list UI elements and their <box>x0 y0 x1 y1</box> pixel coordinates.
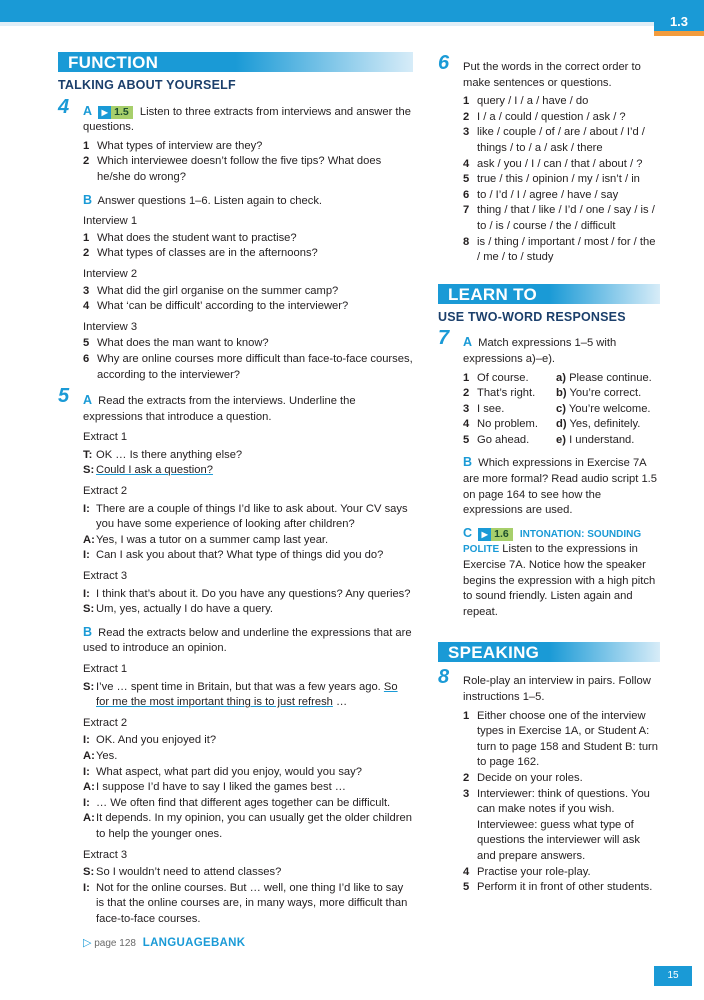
instruction: Listen to the expressions in Exercise 7A. Notice how the speaker begins the expression with a high pitch to sound friendly. Listen again and repeat. <box>463 543 656 618</box>
part-letter: A <box>463 335 473 350</box>
list-item <box>463 94 660 110</box>
language-bank-link[interactable] <box>83 936 413 952</box>
dialogue-line <box>83 765 413 781</box>
extract-label: Extract 3 <box>83 848 128 861</box>
speaker: A: <box>83 781 95 794</box>
extracts-b <box>83 662 413 928</box>
page-number: 15 <box>654 966 692 986</box>
learn-heading: LEARN TO <box>438 284 660 304</box>
item-text: No problem. <box>477 418 538 431</box>
exercise-number: 7 <box>438 327 450 350</box>
item-number: 2 <box>463 110 470 123</box>
line-text: Not for the online courses. But … well, one thing I’d like to say is that the online courses are, in many ways, more difficult than face-to-face courses. <box>96 881 408 925</box>
function-heading: FUNCTION <box>58 52 413 72</box>
item-number: 4 <box>463 157 470 170</box>
function-subheading: TALKING ABOUT YOURSELF <box>58 78 236 92</box>
match-option <box>556 433 660 449</box>
exercise-number: 4 <box>58 95 70 118</box>
item-text: true / this / opinion / my / isn’t / in <box>477 173 640 186</box>
item-number: 1 <box>463 371 470 384</box>
item-number: 2 <box>463 771 470 784</box>
dialogue <box>83 587 413 618</box>
item-text: That’s right. <box>477 387 536 400</box>
option-key: e) <box>556 433 566 446</box>
item-text: What does the man want to know? <box>97 337 269 350</box>
extract-label: Extract 1 <box>83 431 128 444</box>
unit-label: 1.3 <box>669 14 689 29</box>
instruction: Read the extracts from the interviews. Underline the expressions that introduce a question. <box>83 395 356 423</box>
dialogue-line <box>83 749 413 765</box>
play-icon[interactable]: ▶ <box>478 528 491 541</box>
item-text: Which interviewee doesn’t follow the five tips? What does he/she do wrong? <box>97 155 382 183</box>
item-number: 2 <box>463 387 470 400</box>
exercise-4 <box>58 95 413 384</box>
list-item <box>463 203 660 234</box>
learn-subheading: USE TWO-WORD RESPONSES <box>438 309 626 324</box>
option-text: I understand. <box>569 433 635 446</box>
item-number: 6 <box>83 352 90 365</box>
line-text: I think that’s about it. Do you have any questions? Any queries? <box>96 587 411 600</box>
exercise-number: 6 <box>438 52 450 74</box>
triangle-icon: ▷ <box>83 936 92 949</box>
item-number: 2 <box>83 247 90 260</box>
roleplay-steps <box>463 709 660 896</box>
line-text: Yes. <box>96 749 118 762</box>
list-item <box>83 336 413 352</box>
item-text: query / I / a / have / do <box>477 95 589 108</box>
extract-label: Extract 2 <box>83 485 128 498</box>
speaker: A: <box>83 533 95 546</box>
speaker: I: <box>83 881 90 894</box>
dialogue-line <box>83 881 413 928</box>
dialogue <box>83 865 413 927</box>
dialogue-line <box>83 533 413 549</box>
question-list <box>83 231 413 262</box>
item-text: What types of classes are in the afternoons? <box>97 247 318 260</box>
item-text: Practise your role-play. <box>477 865 591 878</box>
instruction: Put the words in the correct order to make sentences or questions. <box>463 61 641 89</box>
line-text: Can I ask you about that? What type of things did you do? <box>96 549 384 562</box>
dialogue <box>83 448 413 479</box>
right-column <box>438 52 660 902</box>
speaker: S: <box>83 464 95 477</box>
exercise-5 <box>58 385 413 951</box>
match-option <box>556 402 660 418</box>
part-letter: B <box>463 455 473 470</box>
list-item <box>83 352 413 383</box>
list-item <box>463 433 556 449</box>
item-number: 2 <box>83 155 90 168</box>
list-item <box>83 284 413 300</box>
item-text: What does the student want to practise? <box>97 231 297 244</box>
line-text: I suppose I’d have to say I liked the games best … <box>96 781 346 794</box>
exercise-number: 5 <box>58 385 70 408</box>
item-text: thing / that / like / I’d / one / say / is / to / is / course / the / difficult <box>477 204 655 232</box>
item-text: What did the girl organise on the summer camp? <box>97 284 339 297</box>
dialogue-line <box>83 602 413 618</box>
item-text: What types of interview are they? <box>97 139 263 152</box>
line-text: I’ve … spent time in Britain, but that was a few years ago. <box>96 680 384 693</box>
list-item <box>463 417 556 433</box>
item-text: I see. <box>477 402 505 415</box>
speaker: I: <box>83 587 90 600</box>
item-text: What ‘can be difficult’ according to the interviewer? <box>97 300 349 313</box>
line-text: There are a couple of things I’d like to ask about. Your CV says you have some experience of looking after children? <box>96 502 408 531</box>
speaking-heading: SPEAKING <box>438 642 660 662</box>
list-item <box>463 386 556 402</box>
interview-groups <box>83 214 413 383</box>
dialogue <box>83 502 413 564</box>
item-number: 5 <box>463 881 470 894</box>
list-item <box>463 110 660 126</box>
item-number: 3 <box>463 402 470 415</box>
speaker: T: <box>83 448 93 461</box>
item-number: 8 <box>463 235 470 248</box>
item-text: Perform it in front of other students. <box>477 881 653 894</box>
item-text: Of course. <box>477 371 529 384</box>
instruction: Answer questions 1–6. Listen again to check. <box>97 194 323 207</box>
list-item <box>83 231 413 247</box>
option-text: You’re welcome. <box>568 402 651 415</box>
match-option <box>556 386 660 402</box>
speaker: I: <box>83 734 90 747</box>
item-number: 5 <box>463 433 470 446</box>
link-label: LANGUAGEBANK <box>142 936 246 949</box>
list-item <box>463 771 660 787</box>
top-strip <box>0 22 655 26</box>
underlined-expression: So for me the most important thing is to just refresh <box>96 680 398 709</box>
item-text: like / couple / of / are / about / I’d / things / to / a / ask / there <box>477 126 645 154</box>
line-text: Um, yes, actually I do have a query. <box>96 603 274 616</box>
dialogue-line <box>83 587 413 603</box>
exercise-8 <box>438 666 660 895</box>
list-item <box>463 188 660 204</box>
extract-label: Extract 3 <box>83 570 128 583</box>
instruction: Which expressions in Exercise 7A are more formal? Read audio script 1.5 on page 164 to see how the expressions are used. <box>463 457 658 517</box>
link-page: page 128 <box>94 937 136 949</box>
learn-section <box>438 284 660 621</box>
option-text: Yes, definitely. <box>569 418 641 431</box>
dialogue-line <box>83 811 413 842</box>
item-text: Either choose one of the interview types in Exercise 1A, or Student A: turn to page 158 and Student B: turn to page 162. <box>477 709 658 769</box>
item-number: 5 <box>463 173 470 186</box>
list-item <box>463 709 660 771</box>
item-number: 5 <box>83 337 90 350</box>
list-item <box>83 139 413 155</box>
list-item <box>463 235 660 266</box>
left-column <box>58 52 413 957</box>
instruction: Role-play an interview in pairs. Follow instructions 1–5. <box>463 675 651 703</box>
question-list <box>83 139 413 186</box>
line-text: It depends. In my opinion, you can usually get the older children to help the younger ones. <box>96 812 412 840</box>
item-text: is / thing / important / most / for / the / me / to / study <box>477 235 656 264</box>
item-number: 7 <box>463 204 470 217</box>
item-text: I / a / could / question / ask / ? <box>477 110 626 123</box>
item-text: to / I’d / I / agree / have / say <box>477 188 619 201</box>
extract-label: Extract 1 <box>83 663 128 675</box>
extract-label: Extract 2 <box>83 716 128 729</box>
dialogue-line <box>83 796 413 812</box>
speaker: I: <box>83 502 90 515</box>
dialogue-line <box>83 448 413 464</box>
interview-label: Interview 2 <box>83 267 138 280</box>
list-item <box>463 865 660 881</box>
line-text: OK … Is there anything else? <box>96 448 243 461</box>
exercise-6 <box>438 52 660 266</box>
item-number: 3 <box>83 284 90 297</box>
option-key: c) <box>556 402 566 415</box>
dialogue-line <box>83 733 413 749</box>
speaker: S: <box>83 866 95 879</box>
list-item <box>463 125 660 156</box>
interview-label: Interview 1 <box>83 215 138 228</box>
item-text: Interviewer: think of questions. You can make notes if you wish. Interviewee: guess what type of questions the interviewer will ask and prepare answers. <box>477 787 650 862</box>
match-option <box>556 417 660 433</box>
dialogue <box>83 680 413 711</box>
part-letter: A <box>83 393 93 408</box>
dialogue-line <box>83 865 413 881</box>
audio-track[interactable] <box>98 106 133 119</box>
dialogue-line <box>83 502 413 533</box>
item-number: 1 <box>463 709 470 722</box>
question-list <box>83 284 413 315</box>
speaker: I: <box>83 549 90 562</box>
audio-number: 1.5 <box>114 105 129 118</box>
part-letter: B <box>83 624 93 639</box>
interview-label: Interview 3 <box>83 320 138 333</box>
line-text: … We often find that different ages together can be difficult. <box>96 796 391 809</box>
instruction: Listen to three extracts from interviews and answer the questions. <box>83 105 411 134</box>
exercise-7 <box>438 327 660 620</box>
option-key: b) <box>556 387 567 400</box>
match-table <box>463 371 660 449</box>
list-item <box>463 172 660 188</box>
option-key: a) <box>556 371 566 384</box>
item-number: 3 <box>463 787 470 800</box>
unit-tab-accent <box>654 31 704 36</box>
match-option <box>556 371 660 387</box>
speaker: I: <box>83 765 90 778</box>
instruction: Match expressions 1–5 with expressions a)–e). <box>463 337 617 365</box>
top-bar <box>0 0 704 22</box>
unit-tab <box>654 0 704 36</box>
line-text: OK. And you enjoyed it? <box>96 734 217 747</box>
item-text: Why are online courses more difficult than face-to-face courses, according to the interviewer? <box>97 352 413 381</box>
match-left <box>463 371 556 449</box>
dialogue-line <box>83 680 413 711</box>
exercise-number: 8 <box>438 666 450 689</box>
list-item <box>83 299 413 315</box>
list-item <box>83 246 413 262</box>
dialogue-line <box>83 463 413 479</box>
extracts-a <box>83 430 413 618</box>
line-text: … <box>332 696 348 709</box>
part-letter: C <box>463 525 473 540</box>
item-number: 1 <box>83 139 90 152</box>
item-number: 3 <box>463 126 470 139</box>
speaker: S: <box>83 680 95 693</box>
list-item <box>463 880 660 896</box>
line-text: What aspect, what part did you enjoy, would you say? <box>96 765 362 778</box>
speaker: S: <box>83 603 95 616</box>
list-item <box>83 154 413 185</box>
list-item <box>463 371 556 387</box>
speaker: I: <box>83 796 90 809</box>
option-key: d) <box>556 418 567 431</box>
speaker: A: <box>83 749 95 762</box>
speaking-section <box>438 642 660 895</box>
play-icon[interactable]: ▶ <box>98 106 111 119</box>
item-text: Decide on your roles. <box>477 771 583 784</box>
list-item <box>463 157 660 173</box>
audio-number: 1.6 <box>494 527 509 540</box>
question-list <box>83 336 413 383</box>
underlined-expression: Could I ask a question? <box>96 464 213 477</box>
item-number: 1 <box>83 231 90 244</box>
line-text: So I wouldn’t need to attend classes? <box>96 866 282 879</box>
item-text: ask / you / I / can / that / about / ? <box>477 157 643 170</box>
intonation-focus: INTONATION: SOUNDING POLITE <box>463 528 642 556</box>
item-number: 4 <box>463 865 470 878</box>
item-text: Go ahead. <box>477 433 530 446</box>
item-number: 4 <box>463 418 470 431</box>
speaker: A: <box>83 812 95 825</box>
match-right <box>556 371 660 449</box>
instruction: Read the extracts below and underline the expressions that are used to introduce an opinion. <box>83 626 412 655</box>
dialogue-line <box>83 780 413 796</box>
item-number: 1 <box>463 95 470 108</box>
item-number: 6 <box>463 188 470 201</box>
audio-track[interactable] <box>478 528 513 541</box>
option-text: You’re correct. <box>569 387 642 400</box>
dialogue-line <box>83 548 413 564</box>
dialogue <box>83 733 413 842</box>
list-item <box>463 787 660 865</box>
part-letter: B <box>83 192 93 207</box>
list-item <box>463 402 556 418</box>
option-text: Please continue. <box>569 371 652 384</box>
word-order-list <box>463 94 660 266</box>
part-letter: A <box>83 103 93 118</box>
line-text: Yes, I was a tutor on a summer camp last year. <box>96 533 329 546</box>
item-number: 4 <box>83 300 90 313</box>
